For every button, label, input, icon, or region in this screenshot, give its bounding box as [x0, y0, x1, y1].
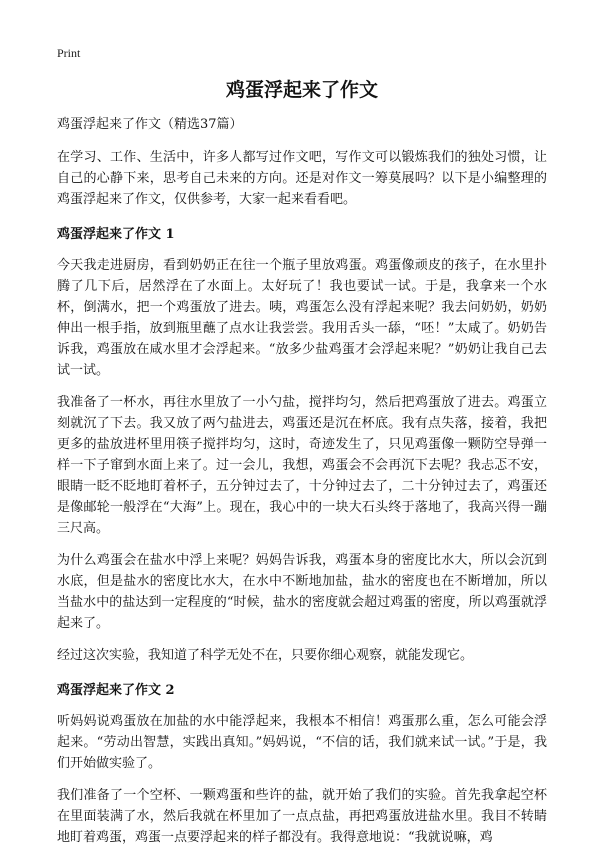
- intro-paragraph: 在学习、工作、生活中，许多人都写过作文吧，写作文可以锻炼我们的独处习惯，让自己的心静下来，思考自己未来的方向。还是对作文一筹莫展吗？以下是小编整理的鸡蛋浮起来了作文，仅供参考，大家一起来看看吧。: [57, 150, 547, 207]
- paragraph: 为什么鸡蛋会在盐水中浮上来呢？妈妈告诉我，鸡蛋本身的密度比水大，所以会沉到水底，但是盐水的密度比水大，在水中不断地加盐，盐水的密度也在不断增加，所以当盐水中的盐达到一定程度的“时候，盐水的密度就会超过鸡蛋的密度，所以鸡蛋就浮起来了。: [57, 553, 547, 631]
- section-heading: 鸡蛋浮起来了作文 1: [57, 227, 175, 242]
- paragraph: 我们准备了一个空杯、一颗鸡蛋和些许的盐，就开始了我们的实验。首先我拿起空杯在里面装满了水，然后我就在杯里加了一点点盐，再把鸡蛋放进盐水里。我目不转睛地盯着鸡蛋，鸡蛋一点要浮起来的样子都没有。我得意地说：“我就说嘛，鸡: [57, 788, 547, 845]
- paragraph: 经过这次实验，我知道了科学无处不在，只要你细心观察，就能发现它。: [57, 648, 474, 663]
- section-heading: 鸡蛋浮起来了作文 2: [57, 683, 175, 698]
- page-title: 鸡蛋浮起来了作文: [225, 79, 378, 101]
- paragraph: 我准备了一杯水，再往水里放了一小勺盐，搅拌均匀，然后把鸡蛋放了进去。鸡蛋立刻就沉了下去。我又放了两勺盐进去，鸡蛋还是沉在杯底。我有点失落，接着，我把更多的盐放进杯里用筷子搅拌均匀，这时，奇迹发生了，只见鸡蛋像一颗防空导弹一样一下子窜到水面上来了。过一会儿，我想，鸡蛋会不会再沉下去呢？我忐忑不安，眼睛一眨不眨地盯着杯子，五分钟过去了，十分钟过去了，二十分钟过去了，鸡蛋还是像邮轮一般浮在“大海”上。现在，我心中的一块大石头终于落地了，我高兴得一蹦三尺高。: [57, 395, 547, 536]
- print-link[interactable]: Print: [57, 46, 81, 60]
- article-subtitle: 鸡蛋浮起来了作文（精选37篇）: [57, 117, 243, 132]
- paragraph: 听妈妈说鸡蛋放在加盐的水中能浮起来，我根本不相信！鸡蛋那么重，怎么可能会浮起来。“劳动出智慧，实践出真知。”妈妈说，“不信的话，我们就来试一试。”于是，我们开始做实验了。: [57, 714, 547, 771]
- article: [57, 76, 547, 859]
- paragraph: 今天我走进厨房，看到奶奶正在往一个瓶子里放鸡蛋。鸡蛋像顽皮的孩子，在水里扑腾了几下后，居然浮在了水面上。太好玩了！我也要试一试。于是，我拿来一个水杯，倒满水，把一个鸡蛋放了进去。咦，鸡蛋怎么没有浮起来呢？我去问奶奶，奶奶伸出一根手指，放到瓶里蘸了点水让我尝尝。我用舌头一舔，“呸！”太咸了。奶奶告诉我，鸡蛋放在咸水里才会浮起来。“放多少盐鸡蛋才会浮起来呢？”奶奶让我自己去试一试。: [57, 258, 547, 378]
